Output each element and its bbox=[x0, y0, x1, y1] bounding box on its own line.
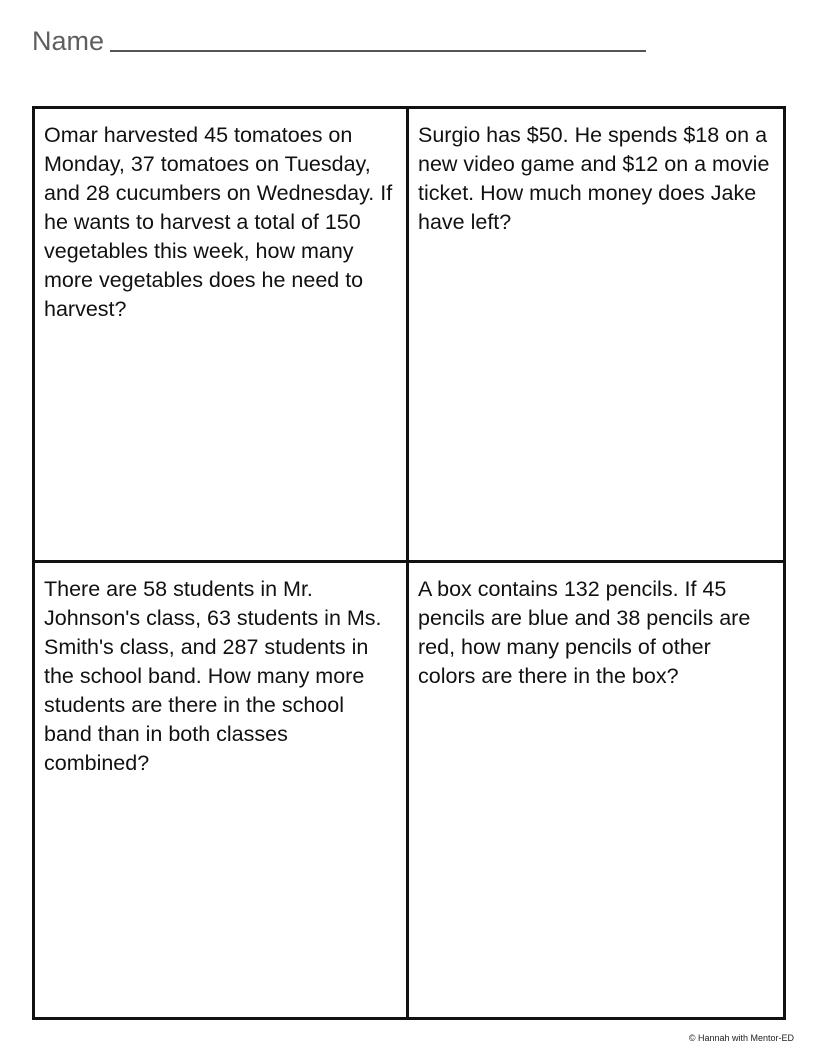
name-row bbox=[32, 22, 646, 60]
problem-box-3[interactable] bbox=[35, 563, 409, 1017]
problem-box-1[interactable] bbox=[35, 109, 409, 563]
problem-box-4[interactable] bbox=[409, 563, 783, 1017]
name-blank-line[interactable] bbox=[110, 50, 646, 52]
problem-box-2[interactable] bbox=[409, 109, 783, 563]
problem-text-2: Surgio has $50. He spends $18 on a new video game and $12 on a movie ticket. How much money does Jake have left? bbox=[418, 123, 770, 234]
problem-text-3: There are 58 students in Mr. Johnson's class, 63 students in Ms. Smith's class, and 287 students in the school band. How many more students are there in the school band than in both classes combined? bbox=[44, 577, 382, 775]
problem-text-1: Omar harvested 45 tomatoes on Monday, 37 tomatoes on Tuesday, and 28 cucumbers on Wednesday. If he wants to harvest a total of 150 vegetables this week, how many more vegetables does he need to harvest? bbox=[44, 123, 393, 321]
name-label: Name bbox=[32, 26, 105, 56]
copyright-footer: © Hannah with Mentor-ED bbox=[688, 1033, 794, 1043]
problem-grid bbox=[32, 106, 786, 1020]
problem-text-4: A box contains 132 pencils. If 45 pencils are blue and 38 pencils are red, how many pencils of other colors are there in the box? bbox=[418, 577, 751, 688]
